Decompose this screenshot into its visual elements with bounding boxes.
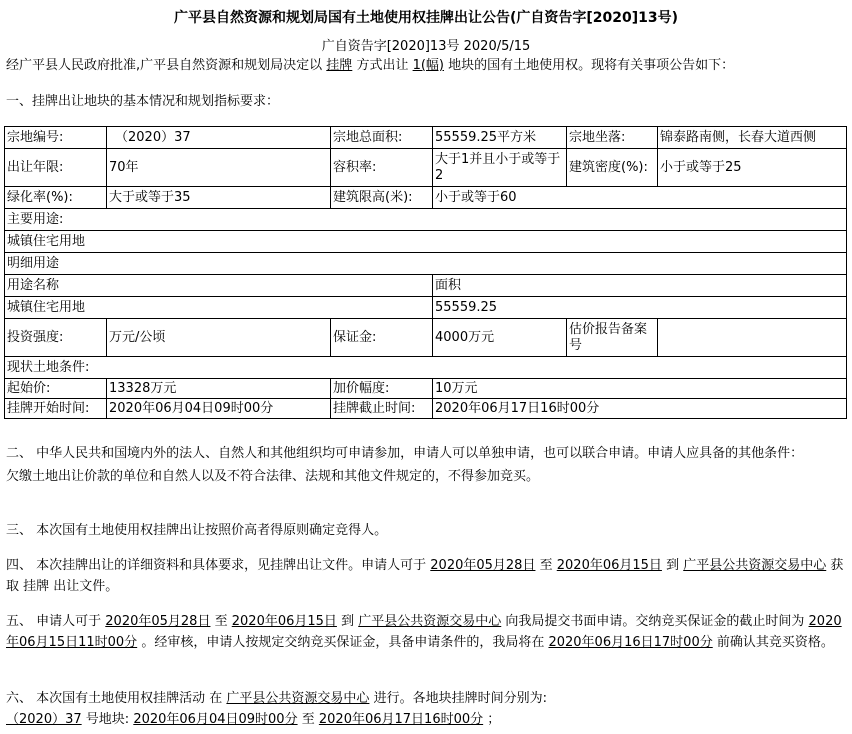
intro-text: 经广平县人民政府批准,广平县自然资源和规划局决定以 — [6, 58, 323, 73]
section3: 三、 本次国有土地使用权挂牌出让按照价高者得原则确定竞得人。 — [6, 523, 388, 538]
increment-value: 10万元 — [433, 379, 847, 399]
use-name-value: 城镇住宅用地 — [5, 297, 433, 319]
intro-method: 挂牌 — [326, 58, 353, 73]
parcel-no-value: （2020）37 — [107, 127, 331, 149]
table-row — [5, 357, 847, 379]
appraisal-value — [658, 319, 847, 357]
section6-line1 — [6, 688, 846, 709]
section4-to: 至 — [539, 558, 553, 573]
listing-end-label: 挂牌截止时间: — [331, 399, 433, 419]
use-area-value: 55559.25 — [433, 297, 847, 319]
table-row — [5, 253, 847, 275]
section4-text: 四、 本次挂牌出让的详细资料和具体要求，见挂牌出让文件。申请人可于 — [6, 558, 427, 573]
intro-paragraph — [6, 55, 846, 76]
use-name-header: 用途名称 — [5, 275, 433, 297]
listing-start-value: 2020年06月04日09时00分 — [107, 399, 331, 419]
table-row — [5, 319, 847, 357]
section6-start: 2020年06月04日09时00分 — [133, 712, 298, 727]
section6-parcel: （2020）37 — [6, 712, 82, 727]
intro-count: 1(幅) — [412, 58, 445, 73]
section2 — [6, 443, 846, 487]
far-value: 大于1并且小于或等于2 — [433, 149, 567, 187]
table-row — [5, 275, 847, 297]
far-label: 容积率: — [331, 149, 433, 187]
page-title: 广平县自然资源和规划局国有土地使用权挂牌出让公告(广自资告字[2020]13号) — [173, 10, 679, 26]
deposit-label: 保证金: — [331, 319, 433, 357]
section4-place: 广平县公共资源交易中心 — [683, 558, 827, 573]
listing-start-label: 挂牌开始时间: — [5, 399, 107, 419]
section6-end-mark: ； — [487, 712, 501, 727]
table-row — [5, 149, 847, 187]
section6-parcel-label: 号地块: — [85, 712, 130, 727]
height-value: 小于或等于60 — [433, 187, 847, 209]
term-label: 出让年限: — [5, 149, 107, 187]
section6-place: 广平县公共资源交易中心 — [226, 691, 370, 706]
parcel-no-label: 宗地编号: — [5, 127, 107, 149]
detail-use-label: 明细用途 — [5, 253, 847, 275]
document-number: 广自资告字[2020]13号 — [321, 39, 460, 54]
section6-end: 2020年06月17日16时00分 — [318, 712, 484, 727]
start-price-label: 起始价: — [5, 379, 107, 399]
invest-value: 万元/公顷 — [107, 319, 331, 357]
increment-label: 加价幅度: — [331, 379, 433, 399]
green-label: 绿化率(%): — [5, 187, 107, 209]
table-row — [5, 399, 847, 419]
section6-line2 — [6, 709, 846, 730]
appraisal-label: 估价报告备案号 — [567, 319, 658, 357]
section5-date-from: 2020年05月28日 — [105, 614, 211, 629]
table-row — [5, 297, 847, 319]
deposit-value: 4000万元 — [433, 319, 567, 357]
section6 — [6, 688, 846, 730]
section5-text-post: 前确认其竞买资格。 — [716, 635, 834, 650]
main-use-value: 城镇住宅用地 — [5, 231, 847, 253]
section5 — [6, 611, 846, 653]
height-label: 建筑限高(米): — [331, 187, 433, 209]
table-row — [5, 231, 847, 253]
section4 — [6, 555, 846, 597]
section5-place: 广平县公共资源交易中心 — [358, 614, 502, 629]
section5-to: 至 — [214, 614, 228, 629]
location-value: 锦泰路南侧，长春大道西侧 — [658, 127, 847, 149]
section4-text-post: 获取 挂牌 出让文件。 — [6, 558, 844, 594]
section4-date-to: 2020年06月15日 — [556, 558, 662, 573]
total-area-label: 宗地总面积: — [331, 127, 433, 149]
table-row — [5, 127, 847, 149]
main-use-label: 主要用途: — [5, 209, 847, 231]
section6-text-post: 进行。各地块挂牌时间分别为: — [373, 691, 547, 706]
parcel-info-table — [4, 126, 847, 419]
section1-heading: 一、挂牌出让地块的基本情况和规划指标要求： — [6, 94, 280, 109]
section5-text: 五、 申请人可于 — [6, 614, 102, 629]
density-label: 建筑密度(%): — [567, 149, 658, 187]
intro-text-post: 地块的国有土地使用权。现将有关事项公告如下： — [448, 58, 735, 73]
section6-text: 六、 本次国有土地使用权挂牌活动 在 — [6, 691, 223, 706]
total-area-value: 55559.25平方米 — [433, 127, 567, 149]
table-row — [5, 209, 847, 231]
start-price-value: 13328万元 — [107, 379, 331, 399]
document-meta — [0, 37, 852, 57]
condition-label: 现状土地条件: — [5, 357, 847, 379]
section2-line1: 二、 中华人民共和国境内外的法人、自然人和其他组织均可申请参加，申请人可以单独申请，也可以联合申请。申请人应具备的其他条件： — [6, 446, 804, 461]
section4-date-from: 2020年05月28日 — [430, 558, 536, 573]
section5-at: 到 — [341, 614, 355, 629]
term-value: 70年 — [107, 149, 331, 187]
section2-line2: 欠缴土地出让价款的单位和自然人以及不符合法律、法规和其他文件规定的，不得参加竞买。 — [6, 469, 540, 484]
listing-end-value: 2020年06月17日16时00分 — [433, 399, 847, 419]
green-value: 大于或等于35 — [107, 187, 331, 209]
section5-text-mid: 向我局提交书面申请。交纳竞买保证金的截止时间为 — [505, 614, 805, 629]
section6-to: 至 — [301, 712, 315, 727]
section5-deadline: 2020年06月15日11时00分 — [6, 614, 842, 650]
section5-text-mid2: 。经审核，申请人按规定交纳竞买保证金，具备申请条件的，我局将在 — [141, 635, 545, 650]
density-value: 小于或等于25 — [658, 149, 847, 187]
invest-label: 投资强度: — [5, 319, 107, 357]
section5-date-to: 2020年06月15日 — [231, 614, 337, 629]
section5-confirm-date: 2020年06月16日17时00分 — [548, 635, 713, 650]
area-header: 面积 — [433, 275, 847, 297]
table-row — [5, 379, 847, 399]
publish-date: 2020/5/15 — [463, 39, 531, 54]
location-label: 宗地坐落: — [567, 127, 658, 149]
table-row — [5, 187, 847, 209]
section4-at: 到 — [666, 558, 680, 573]
intro-text-mid: 方式出让 — [356, 58, 409, 73]
